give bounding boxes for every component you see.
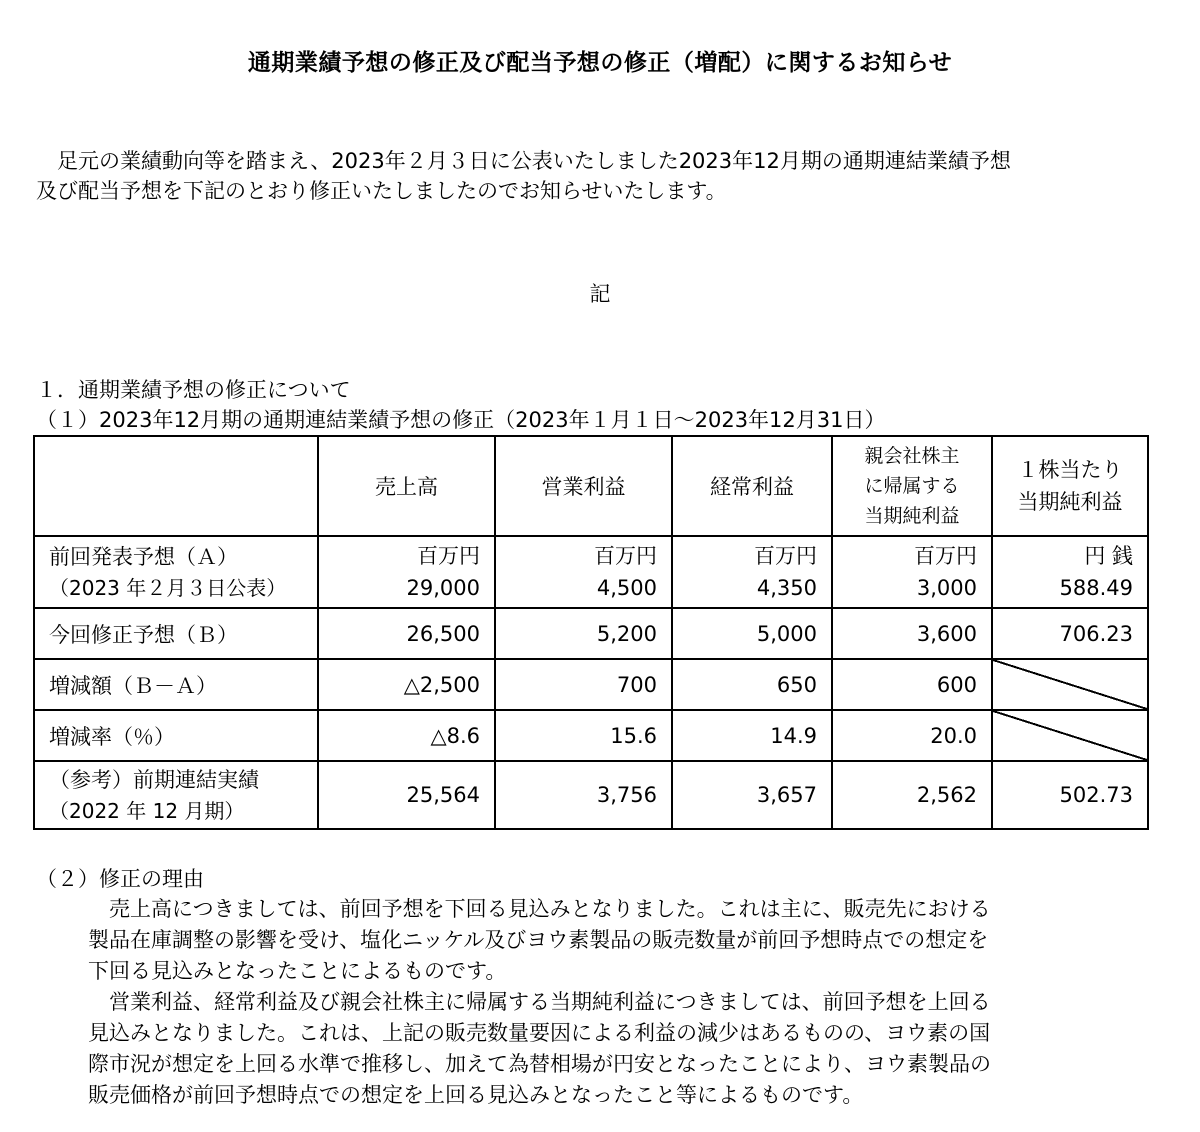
unit-label: 百万円	[754, 544, 817, 568]
intro-line: 足元の業績動向等を踏まえ、2023年２月３日に公表いたしました2023年12月期の通期連結業績予想	[36, 149, 1011, 173]
cell-ordinary: 14.9	[672, 710, 832, 761]
row-label: 増減額（Ｂ－Ａ）	[34, 659, 318, 710]
document-title: 通期業績予想の修正及び配当予想の修正（増配）に関するお知らせ	[247, 50, 953, 76]
intro-paragraph	[36, 146, 1176, 206]
table-header-row	[34, 436, 1148, 536]
cell-operating: 15.6	[495, 710, 672, 761]
reason-line: 販売価格が前回予想時点での想定を上回る見込みとなったこと等によるものです。	[88, 1083, 864, 1107]
header-sales: 売上高	[318, 436, 495, 536]
reason-line: 売上高につきましては、前回予想を下回る見込みとなりました。これは主に、販売先における	[88, 897, 991, 921]
cell-sales	[318, 536, 495, 608]
cell-net: 600	[832, 659, 992, 710]
cell-value: 588.49	[1059, 576, 1133, 600]
row-label-main: 前回発表予想（Ａ）	[49, 545, 238, 569]
cell-operating: 5,200	[495, 608, 672, 659]
row-label-sub: （2023 年２月３日公表）	[49, 576, 287, 600]
header-eps-line: 当期純利益	[1017, 490, 1123, 514]
row-label	[34, 536, 318, 608]
cell-eps-not-applicable	[992, 710, 1148, 761]
table-row-change-amount	[34, 659, 1148, 710]
header-eps-line: １株当たり	[1017, 458, 1123, 482]
table-row-prior-results	[34, 761, 1148, 829]
row-label-sub: （2022 年 12 月期）	[49, 799, 245, 823]
cell-operating: 700	[495, 659, 672, 710]
cell-eps: 706.23	[992, 608, 1148, 659]
ki-marker: 記	[589, 282, 611, 306]
row-label: 今回修正予想（Ｂ）	[34, 608, 318, 659]
unit-label: 百万円	[914, 544, 977, 568]
cell-sales: 25,564	[318, 761, 495, 829]
cell-operating	[495, 536, 672, 608]
cell-sales: △8.6	[318, 710, 495, 761]
cell-net: 20.0	[832, 710, 992, 761]
cell-sales: 26,500	[318, 608, 495, 659]
section1-heading: １．通期業績予想の修正について	[36, 378, 351, 402]
cell-eps: 502.73	[992, 761, 1148, 829]
cell-eps	[992, 536, 1148, 608]
cell-ordinary: 650	[672, 659, 832, 710]
cell-net	[832, 536, 992, 608]
cell-value: 29,000	[406, 576, 480, 600]
cell-sales: △2,500	[318, 659, 495, 710]
header-net-line: に帰属する	[864, 475, 960, 497]
reason-line: 見込みとなりました。これは、上記の販売数量要因による利益の減少はあるものの、ヨウ素の国	[88, 1021, 991, 1045]
section1-subheading: （１）2023年12月期の通期連結業績予想の修正（2023年１月１日～2023年12月31日）	[36, 408, 886, 432]
header-net-profit	[832, 436, 992, 536]
cell-ordinary: 3,657	[672, 761, 832, 829]
reason-line: 際市況が想定を上回る水準で推移し、加えて為替相場が円安となったことにより、ヨウ素製品の	[88, 1052, 991, 1076]
cell-eps-not-applicable	[992, 659, 1148, 710]
header-empty-cell	[34, 436, 318, 536]
cell-net: 2,562	[832, 761, 992, 829]
cell-ordinary	[672, 536, 832, 608]
reason-line: 営業利益、経常利益及び親会社株主に帰属する当期純利益につきましては、前回予想を上回る	[88, 990, 991, 1014]
header-operating-profit: 営業利益	[495, 436, 672, 536]
table-row-previous-forecast	[34, 536, 1148, 608]
cell-ordinary: 5,000	[672, 608, 832, 659]
row-label-main: （参考）前期連結実績	[49, 768, 259, 792]
section2-heading: （２）修正の理由	[36, 867, 204, 891]
header-net-line: 親会社株主	[864, 445, 960, 467]
forecast-table	[33, 435, 1149, 830]
row-label	[34, 761, 318, 829]
unit-label: 百万円	[594, 544, 657, 568]
cell-value: 4,350	[756, 576, 817, 600]
cell-operating: 3,756	[495, 761, 672, 829]
reason-paragraph	[88, 894, 1178, 1111]
header-eps	[992, 436, 1148, 536]
reason-line: 下回る見込みとなったことによるものです。	[88, 959, 507, 983]
intro-line: 及び配当予想を下記のとおり修正いたしましたのでお知らせいたします。	[36, 179, 727, 203]
cell-value: 4,500	[596, 576, 657, 600]
cell-net: 3,600	[832, 608, 992, 659]
reason-line: 製品在庫調整の影響を受け、塩化ニッケル及びヨウ素製品の販売数量が前回予想時点での想定を	[88, 928, 989, 952]
cell-value: 3,000	[916, 576, 977, 600]
table-row-change-rate	[34, 710, 1148, 761]
header-ordinary-profit: 経常利益	[672, 436, 832, 536]
header-net-line: 当期純利益	[864, 505, 960, 527]
unit-label: 円 銭	[1084, 544, 1133, 568]
table-row-revised-forecast	[34, 608, 1148, 659]
row-label: 増減率（％）	[34, 710, 318, 761]
unit-label: 百万円	[417, 544, 480, 568]
